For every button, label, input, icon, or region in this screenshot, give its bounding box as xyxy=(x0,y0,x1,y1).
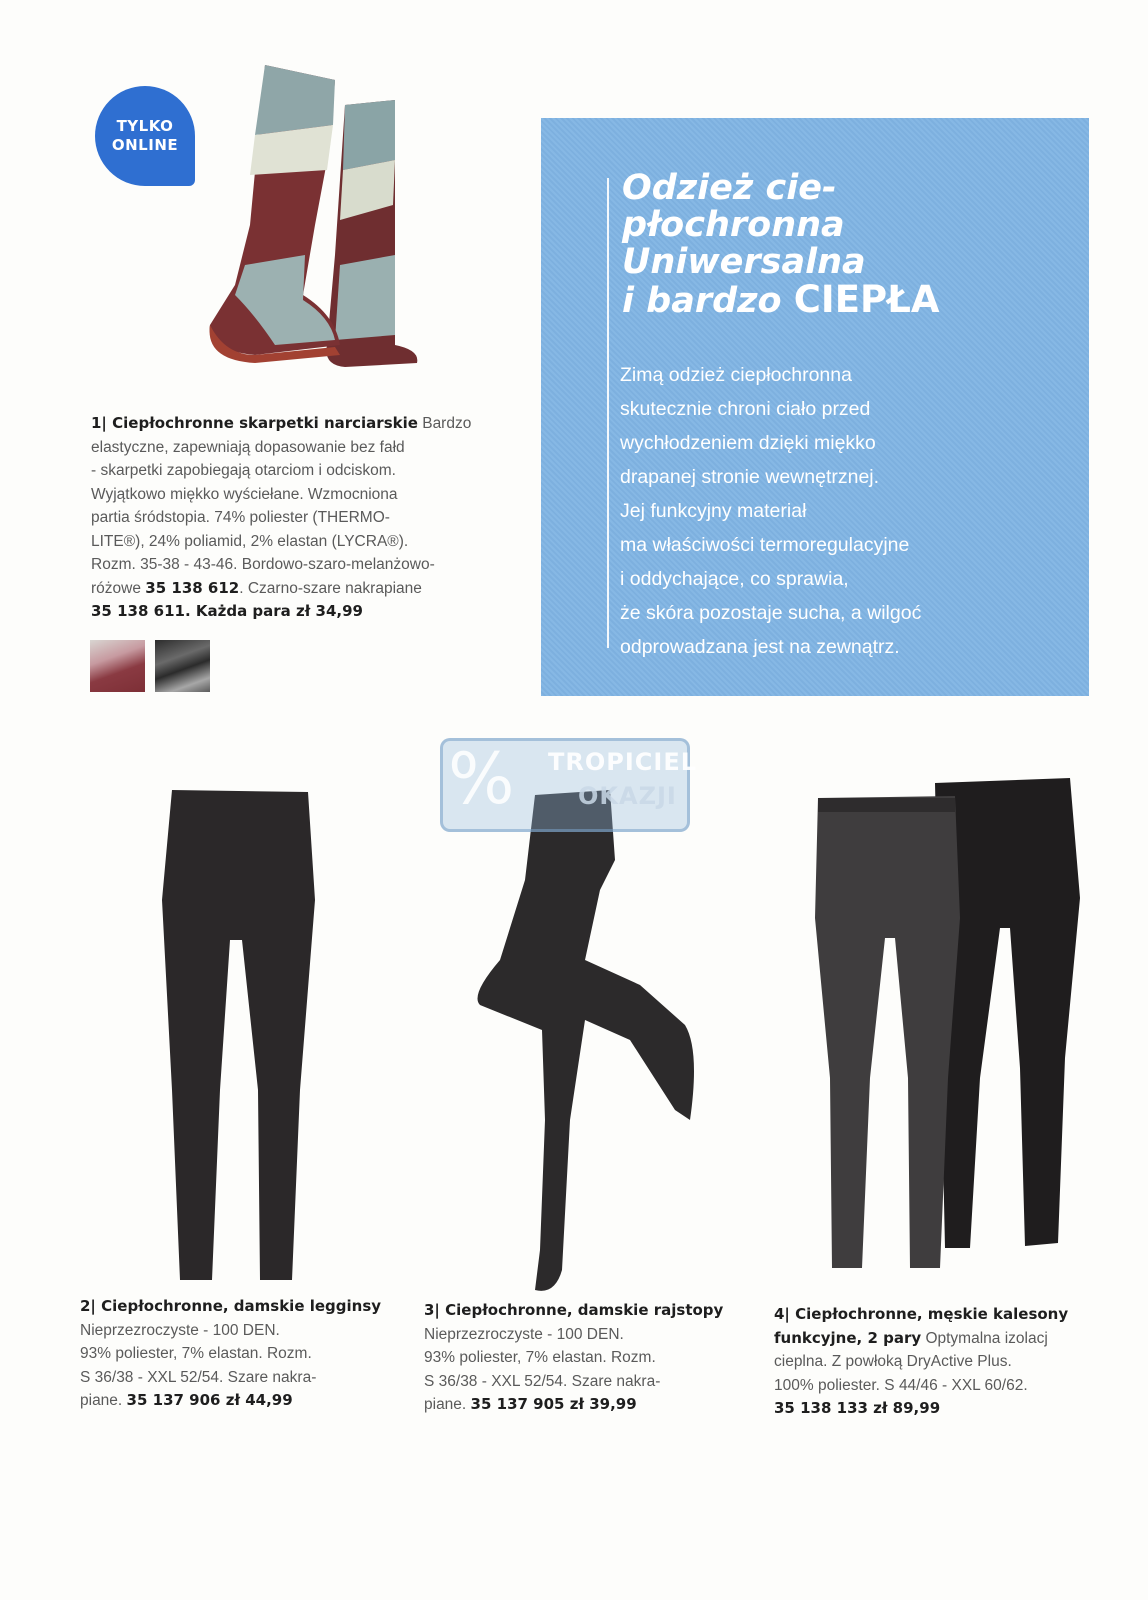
product-4-price: 35 138 133 zł 89,99 xyxy=(774,1399,941,1417)
product-1-price: 35 138 611. Każda para zł 34,99 xyxy=(91,602,363,620)
watermark-text-1: TROPICIEL xyxy=(548,748,698,776)
product-3-description: 3| Ciepłochronne, damskie rajstopy Nieprzezroczyste - 100 DEN. 93% poliester, 7% elastan. Rozm. S 36/38 - XXL 52/54. Szare nakra- piane. 35 137 905 zł 39,99 xyxy=(424,1299,769,1417)
product-4-title: 4| Ciepłochronne, męskie kalesony xyxy=(774,1305,1069,1323)
product-2-title: 2| Ciepłochronne, damskie legginsy xyxy=(80,1297,382,1315)
panel-body-text: Zimą odzież ciepłochronna skutecznie chroni ciało przed wychłodzeniem dzięki miękko drapanej stronie wewnętrznej. Jej funkcyjny materiał ma właściwości termoregulacyjne i oddychające, co sprawia, że skóra pozostaje sucha, a wilgoć odprowadzana jest na zewnątrz. xyxy=(620,364,922,658)
percent-icon: % xyxy=(448,738,515,820)
product-2-description: 2| Ciepłochronne, damskie legginsy Nieprzezroczyste - 100 DEN. 93% poliester, 7% elastan. Rozm. S 36/38 - XXL 52/54. Szare nakra- piane. 35 137 906 zł 44,99 xyxy=(80,1295,420,1413)
product-image-tights[interactable] xyxy=(470,790,700,1295)
product-image-leggings[interactable] xyxy=(150,790,320,1280)
panel-divider xyxy=(607,178,609,648)
product-1-title: 1| Ciepłochronne skarpetki narciarskie xyxy=(91,414,418,432)
product-1-description: 1| Ciepłochronne skarpetki narciarskie Bardzo elastyczne, zapewniają dopasowanie bez fałd - skarpetki zapobiegają otarciom i odciskom. Wyjątkowo miękko wyściełane. Wzmocniona partia śródstopia. 74% poliester (THERMO- LITE®), 24% poliamid, 2% elastan (LYCRA®). Rozm. 35-38 - 43-46. Bordowo-szaro-melanżowo- różowe 35 138 612. Czarno-szare nakrapiane 35 138 611. Każda para zł 34,99 xyxy=(91,412,531,624)
product-2-price: 35 137 906 zł 44,99 xyxy=(126,1391,293,1409)
product-3-price: 35 137 905 zł 39,99 xyxy=(470,1395,637,1413)
product-image-ski-socks[interactable] xyxy=(195,55,465,375)
badge-line-2: ONLINE xyxy=(111,136,179,154)
watermark-text-2: OKAZJI xyxy=(578,782,677,810)
product-4-description: 4| Ciepłochronne, męskie kalesony funkcyjne, 2 pary Optymalna izolacj cieplna. Z powłoką DryActive Plus. 100% poliester. S 44/46 - XXL 60/62. 35 138 133 zł 89,99 xyxy=(774,1303,1104,1421)
swatch-black-grey[interactable] xyxy=(155,640,210,692)
product-image-long-johns[interactable] xyxy=(810,778,1100,1278)
product-3-title: 3| Ciepłochronne, damskie rajstopy xyxy=(424,1301,724,1319)
swatch-burgundy-grey[interactable] xyxy=(90,640,145,692)
badge-line-1: TYLKO xyxy=(116,117,174,135)
product-1-code-a: 35 138 612 xyxy=(145,578,240,597)
panel-heading: Odzież cie- płochronna Uniwersalna i bardzo CIEPŁA xyxy=(622,168,940,321)
online-only-badge xyxy=(95,86,195,186)
